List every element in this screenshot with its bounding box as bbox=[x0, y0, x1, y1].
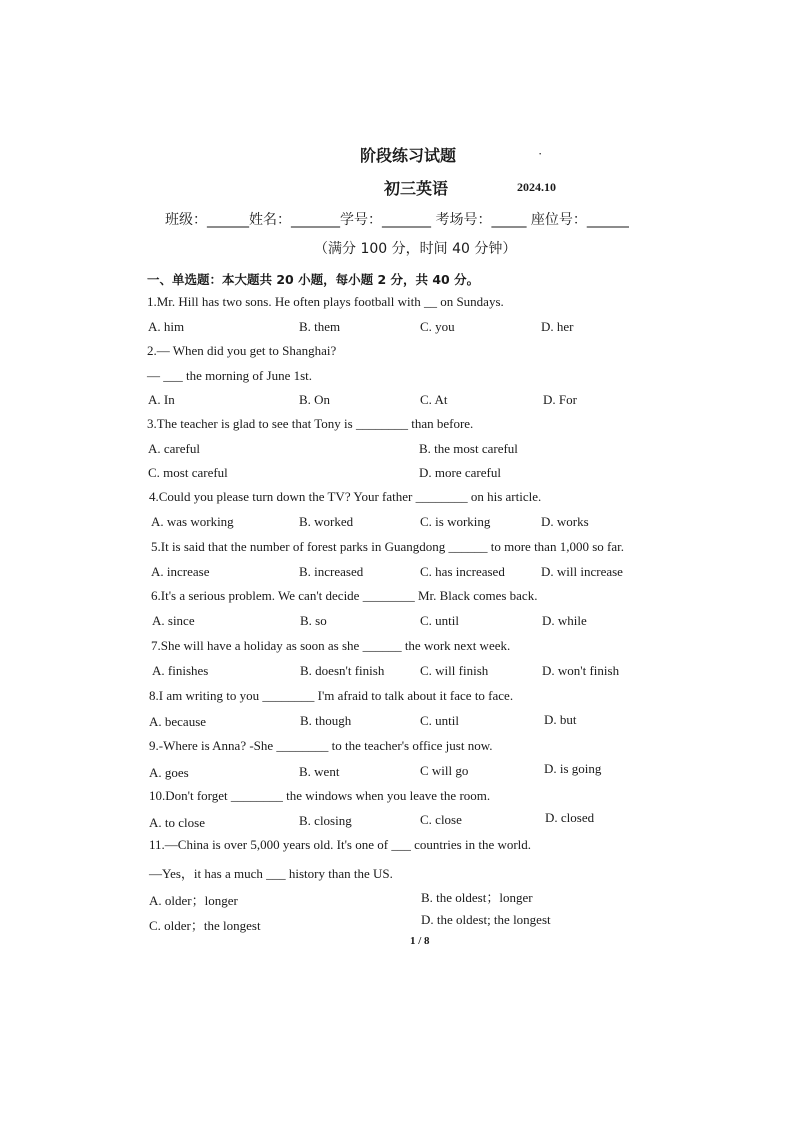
option-a: A. goes bbox=[149, 765, 189, 780]
option-d: D. will increase bbox=[541, 564, 623, 579]
option-a: A. In bbox=[148, 392, 175, 407]
option-c: C. you bbox=[420, 319, 455, 334]
score-time-line: （满分 100 分，时间 40 分钟） bbox=[314, 241, 517, 257]
option-b: B. went bbox=[299, 764, 340, 779]
question-text-line-2: —Yes，it has a much ___ history than the US. bbox=[149, 866, 393, 881]
exam-title: 阶段练习试题 bbox=[360, 146, 457, 165]
option-d: D. closed bbox=[545, 810, 595, 825]
option-d: D. while bbox=[542, 613, 587, 628]
question-text: 1.Mr. Hill has two sons. He often plays football with __ on Sundays. bbox=[147, 294, 504, 309]
option-d: D. but bbox=[544, 712, 577, 727]
option-b: B. so bbox=[300, 613, 327, 628]
option-a: A. since bbox=[152, 613, 195, 628]
option-b: B. the most careful bbox=[419, 441, 518, 456]
option-c: C. has increased bbox=[420, 564, 505, 579]
option-a: A. older；longer bbox=[149, 893, 238, 908]
option-b: B. the oldest；longer bbox=[421, 890, 533, 905]
option-d: D. is going bbox=[544, 761, 602, 776]
option-c: C. At bbox=[420, 392, 448, 407]
option-d: D. more careful bbox=[419, 465, 501, 480]
option-c: C. until bbox=[420, 713, 460, 728]
option-b: B. worked bbox=[299, 514, 354, 529]
option-d: D. For bbox=[543, 392, 577, 407]
question-text-line-2: — ___ the morning of June 1st. bbox=[147, 368, 313, 383]
option-b: B. them bbox=[299, 319, 341, 334]
option-d: D. the oldest; the longest bbox=[421, 912, 551, 927]
question-text: 7.She will have a holiday as soon as she ______ the work next week. bbox=[151, 638, 511, 653]
question-text: 4.Could you please turn down the TV? Your father ________ on his article. bbox=[149, 489, 542, 504]
option-c: C. will finish bbox=[420, 663, 489, 678]
option-d: D. won't finish bbox=[542, 663, 620, 678]
option-a: A. increase bbox=[151, 564, 210, 579]
option-b: B. On bbox=[299, 392, 331, 407]
option-b: B. closing bbox=[299, 813, 352, 828]
exam-date: 2024.10 bbox=[517, 180, 556, 194]
option-c: C. close bbox=[420, 812, 462, 827]
option-c: C. is working bbox=[420, 514, 491, 529]
option-a: A. because bbox=[149, 714, 207, 729]
stray-dot: · bbox=[538, 146, 543, 161]
question-text: 11.—China is over 5,000 years old. It's one of ___ countries in the world. bbox=[149, 837, 532, 852]
subject-title: 初三英语 bbox=[384, 179, 449, 198]
option-a: A. was working bbox=[151, 514, 234, 529]
option-b: B. doesn't finish bbox=[300, 663, 385, 678]
page-number: 1 / 8 bbox=[410, 935, 430, 947]
option-c: C. older；the longest bbox=[149, 918, 261, 933]
option-a: A. to close bbox=[149, 815, 205, 830]
option-a: A. finishes bbox=[152, 663, 209, 678]
option-d: D. her bbox=[541, 319, 574, 334]
question-text: 8.I am writing to you ________ I'm afraid to talk about it face to face. bbox=[149, 688, 514, 703]
question-text: 2.— When did you get to Shanghai? bbox=[147, 343, 337, 358]
option-c: C. most careful bbox=[148, 465, 228, 480]
option-a: A. him bbox=[148, 319, 185, 334]
option-c: C will go bbox=[420, 763, 469, 778]
question-text: 5.It is said that the number of forest parks in Guangdong ______ to more than 1,000 so far. bbox=[151, 539, 624, 554]
option-b: B. increased bbox=[299, 564, 364, 579]
section-heading: 一、单选题：本大题共 20 小题，每小题 2 分，共 40 分。 bbox=[147, 272, 480, 287]
option-d: D. works bbox=[541, 514, 589, 529]
option-c: C. until bbox=[420, 613, 460, 628]
question-text: 6.It's a serious problem. We can't decide ________ Mr. Black comes back. bbox=[151, 588, 538, 603]
question-text: 10.Don't forget ________ the windows when you leave the room. bbox=[149, 788, 491, 803]
option-a: A. careful bbox=[148, 441, 200, 456]
question-text: 9.-Where is Anna? -She ________ to the teacher's office just now. bbox=[149, 738, 493, 753]
student-info-line: 班级：______姓名：_______学号：_______ 考场号：_____ 座位号：______ bbox=[165, 212, 629, 228]
question-text: 3.The teacher is glad to see that Tony is ________ than before. bbox=[147, 416, 474, 431]
option-b: B. though bbox=[300, 713, 352, 728]
